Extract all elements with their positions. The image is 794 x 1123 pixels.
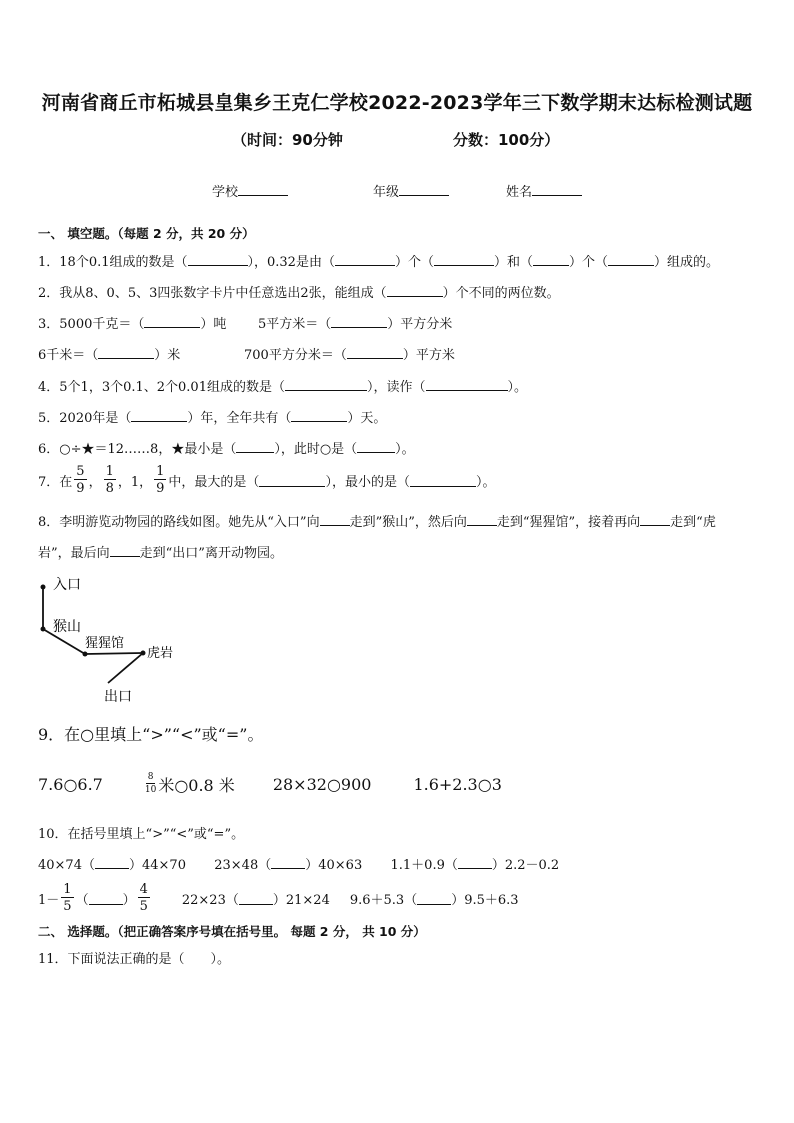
q10-r2-blank-2[interactable]: [239, 892, 273, 905]
q10-f2-numerator: 4: [139, 882, 148, 897]
q7-f2-numerator: 1: [105, 464, 114, 479]
q7-blank-1[interactable]: [259, 474, 325, 487]
q10-r2-text-b: （: [75, 892, 89, 908]
q1-text-f: ）组成的。: [654, 255, 720, 270]
section-2-title: 二、 选择题。（把正确答案序号填在括号里。 每题 2 分， 共 10 分）: [38, 924, 426, 939]
entrance-dot: [41, 585, 46, 590]
route-tiger-to-exit: [108, 653, 143, 683]
q7-text-d: ）。: [475, 474, 496, 490]
q10-r1-text-f: ）2.2－0.2: [491, 858, 560, 873]
q1-blank-5[interactable]: [608, 253, 654, 266]
q10-r2-text-f: 9.6＋5.3（: [349, 892, 418, 908]
q1-text-b: ），0.32是由（: [247, 255, 335, 270]
q1-blank-1[interactable]: [188, 253, 248, 266]
q2-blank-1[interactable]: [387, 284, 443, 297]
question-3-row-2b: [244, 344, 455, 363]
q8-text-d: 走到“虎: [670, 515, 716, 530]
q1-text-e: ）个（: [568, 255, 608, 270]
question-3-row-1: [38, 313, 226, 332]
q1-text-c: ）个（: [394, 255, 434, 270]
question-4: [38, 376, 527, 395]
q5-blank-2[interactable]: [291, 409, 347, 422]
question-10-row-1: [38, 854, 559, 873]
q8-text-e: 岩”，最后向: [38, 546, 110, 561]
exam-time: （时间：90分钟: [232, 131, 343, 149]
gorilla-dot: [83, 652, 88, 657]
question-3-row-1b: [258, 313, 452, 332]
zoo-route-map: [30, 570, 200, 710]
q4-text-b: ），读作（: [366, 380, 426, 395]
q10-r2-text-a: 1－: [38, 892, 60, 908]
question-8-line-1: [38, 511, 716, 530]
label-tiger: 虎岩: [147, 646, 174, 661]
q9-frac-numerator: 8: [147, 772, 154, 782]
q10-r1-text-a: 40×74（: [38, 858, 95, 873]
q7-fraction-1: [74, 465, 86, 495]
question-1: [38, 251, 719, 270]
question-9-prompt: 9．在○里填上“>”“<”或“=”。: [38, 725, 264, 744]
q7-fraction-3: [154, 465, 166, 495]
grade-blank[interactable]: [399, 183, 449, 196]
q9-fraction: [145, 773, 156, 795]
question-10-prompt: 10．在括号里填上“>”“<”或“=”。: [38, 827, 245, 842]
q2-text-a: 2．我从8、0、5、3四张数字卡片中任意选出2张，能组成（: [38, 286, 387, 301]
q9-frac-denominator: 10: [144, 785, 157, 795]
exam-score: 分数：100分）: [453, 131, 560, 149]
question-3-row-2: [38, 344, 180, 363]
q8-text-b: 走到”猴山”，然后向: [349, 515, 467, 530]
q10-r1-blank-3[interactable]: [458, 856, 492, 869]
q10-r2-blank-1[interactable]: [89, 892, 123, 905]
section-1-title: 一、 填空题。（每题 2 分，共 20 分）: [38, 226, 255, 241]
q5-text-b: ）年，全年共有（: [187, 411, 292, 426]
name-field: [506, 181, 582, 200]
q10-r2-text-e: ）21×24: [272, 892, 330, 908]
q10-r1-text-c: 23×48（: [214, 858, 272, 873]
q3-text-h: ）平方米: [402, 348, 455, 363]
q8-blank-3[interactable]: [640, 513, 670, 526]
q7-text-a: 7．在: [38, 474, 73, 490]
q10-r2-text-c: ）: [122, 892, 136, 908]
q3-text-a: 3．5000千克＝（: [38, 317, 145, 332]
q3-blank-2[interactable]: [331, 315, 387, 328]
q3-blank-3[interactable]: [98, 346, 154, 359]
question-2: [38, 282, 560, 301]
school-field: [212, 181, 288, 200]
q6-blank-2[interactable]: [357, 440, 395, 453]
name-blank[interactable]: [532, 183, 582, 196]
q10-r2-text-d: 22×23（: [181, 892, 239, 908]
grade-field: [373, 181, 449, 200]
q3-text-e: 6千米＝（: [38, 348, 99, 363]
monkey-dot: [41, 627, 46, 632]
label-gorilla: 猩猩馆: [85, 636, 125, 651]
q1-blank-2[interactable]: [335, 253, 395, 266]
q7-comma-1: ，: [88, 474, 102, 490]
school-blank[interactable]: [238, 183, 288, 196]
q7-fraction-2: [104, 465, 116, 495]
q1-text-d: ）和（: [493, 255, 533, 270]
q3-text-g: 700平方分米＝（: [244, 348, 347, 363]
q3-blank-4[interactable]: [347, 346, 403, 359]
q4-text-a: 4．5个1，3个0.1、2个0.01组成的数是（: [38, 380, 285, 395]
q7-f1-numerator: 5: [76, 464, 85, 479]
q4-text-c: ）。: [507, 380, 528, 395]
q6-blank-1[interactable]: [236, 440, 274, 453]
label-exit: 出口: [104, 689, 132, 705]
question-8-line-2: [38, 542, 283, 561]
q10-r1-blank-2[interactable]: [271, 856, 305, 869]
question-11: 11．下面说法正确的是（ ）。: [38, 952, 231, 967]
school-label: 学校: [212, 185, 239, 200]
q9-expr-4: 1.6+2.3○3: [413, 774, 502, 794]
q3-text-f: ）米: [154, 348, 181, 363]
question-7: [38, 462, 495, 498]
q6-text-c: ）。: [395, 442, 415, 457]
q3-text-b: ）吨: [200, 317, 227, 332]
question-10-row-2: [38, 878, 519, 918]
q8-text-f: 走到“出口”离开动物园。: [139, 546, 283, 561]
q5-text-c: ）天。: [347, 411, 387, 426]
q10-f2-denominator: 5: [139, 899, 148, 914]
q9-expr-3: 28×32○900: [272, 774, 372, 794]
q8-blank-1[interactable]: [320, 513, 350, 526]
name-label: 姓名: [506, 185, 533, 200]
q10-f1-denominator: 5: [63, 899, 72, 914]
q7-comma-2: ，1，: [117, 474, 153, 490]
q7-blank-2[interactable]: [410, 474, 476, 487]
q7-f3-numerator: 1: [156, 464, 165, 479]
question-5: [38, 407, 386, 426]
q3-blank-1[interactable]: [144, 315, 200, 328]
route-gorilla-to-tiger: [85, 653, 143, 654]
q8-text-c: 走到“猩猩馆”，接着再向: [496, 515, 641, 530]
q6-text-b: ），此时○是（: [274, 442, 358, 457]
q5-text-a: 5．2020年是（: [38, 411, 132, 426]
q9-expr-2: 米○0.8 米: [158, 775, 235, 795]
q10-r1-text-b: ）44×70: [128, 858, 186, 873]
label-entrance: 入口: [53, 577, 81, 593]
q10-r1-blank-1[interactable]: [95, 856, 129, 869]
q1-blank-3[interactable]: [434, 253, 494, 266]
q8-text-a: 8．李明游览动物园的路线如图。她先从“入口”向: [38, 515, 320, 530]
q4-blank-2[interactable]: [426, 378, 508, 391]
q5-blank-1[interactable]: [131, 409, 187, 422]
q10-fraction-2: [138, 883, 150, 913]
q3-text-d: ）平方分米: [387, 317, 453, 332]
q1-text-a: 1．18个0.1组成的数是（: [38, 255, 188, 270]
tiger-dot: [141, 651, 146, 656]
grade-label: 年级: [373, 185, 400, 200]
q4-blank-1[interactable]: [285, 378, 367, 391]
q8-blank-4[interactable]: [110, 544, 140, 557]
q7-f2-denominator: 8: [105, 481, 114, 496]
label-monkey: 猴山: [53, 619, 81, 635]
question-9-items: [38, 766, 502, 802]
q2-text-b: ）个不同的两位数。: [442, 286, 560, 301]
q10-fraction-1: [61, 883, 73, 913]
q8-blank-2[interactable]: [467, 513, 497, 526]
q6-text-a: 6．○÷★＝12……8，★最小是（: [38, 442, 237, 457]
page-title: 河南省商丘市柘城县皇集乡王克仁学校2022-2023学年三下数学期末达标检测试题: [41, 92, 753, 114]
q1-blank-4[interactable]: [533, 253, 569, 266]
q3-text-c: 5平方米＝（: [258, 317, 332, 332]
q10-r1-text-e: 1.1＋0.9（: [390, 858, 458, 873]
q7-text-c: ），最小的是（: [325, 474, 410, 490]
q7-f3-denominator: 9: [156, 481, 165, 496]
q9-expr-1: 7.6○6.7: [38, 774, 103, 794]
question-6: [38, 438, 415, 457]
q7-f1-denominator: 9: [76, 481, 85, 496]
q10-r2-blank-3[interactable]: [417, 892, 451, 905]
q10-r1-text-d: ）40×63: [305, 858, 363, 873]
q10-f1-numerator: 1: [63, 882, 72, 897]
q7-text-b: 中，最大的是（: [168, 474, 260, 490]
q10-r2-text-g: ）9.5＋6.3: [451, 892, 519, 908]
